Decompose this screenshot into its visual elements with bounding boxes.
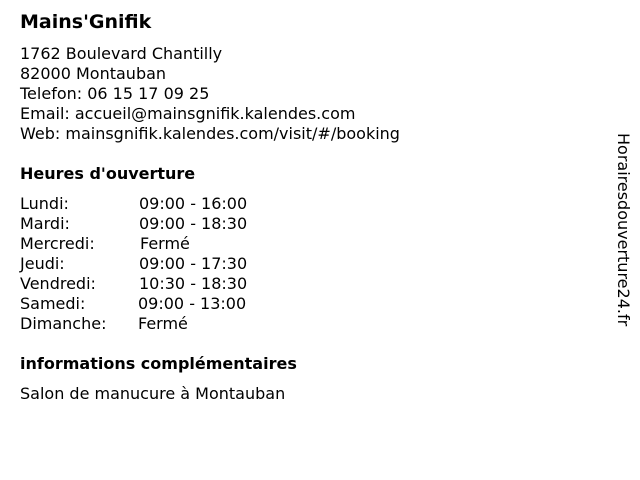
address-city: 82000 Montauban bbox=[20, 64, 167, 83]
additional-info-heading: informations complémentaires bbox=[20, 354, 297, 373]
phone-text: Telefon: 06 15 17 09 25 bbox=[20, 84, 210, 103]
day-label: Mercredi: bbox=[20, 234, 95, 253]
day-label: Lundi: bbox=[20, 194, 69, 213]
email-text: Email: accueil@mainsgnifik.kalendes.com bbox=[20, 104, 356, 123]
opening-hours-heading: Heures d'ouverture bbox=[20, 164, 196, 183]
day-hours: Fermé bbox=[138, 314, 188, 333]
day-label: Dimanche: bbox=[20, 314, 107, 333]
day-label: Jeudi: bbox=[20, 254, 65, 273]
day-hours: 09:00 - 16:00 bbox=[139, 194, 248, 213]
additional-info-text: Salon de manucure à Montauban bbox=[20, 384, 286, 403]
day-label: Mardi: bbox=[20, 214, 70, 233]
day-hours: Fermé bbox=[140, 234, 190, 253]
day-hours: 09:00 - 13:00 bbox=[138, 294, 247, 313]
day-hours: 09:00 - 18:30 bbox=[139, 214, 248, 233]
site-watermark: Horairesdouverture24.fr bbox=[614, 133, 633, 327]
contact-block bbox=[20, 44, 400, 144]
address-street: 1762 Boulevard Chantilly bbox=[20, 44, 223, 63]
day-hours: 10:30 - 18:30 bbox=[139, 274, 248, 293]
web-text: Web: mainsgnifik.kalendes.com/visit/#/booking bbox=[20, 124, 400, 143]
day-label: Samedi: bbox=[20, 294, 86, 313]
business-name: Mains'Gnifik bbox=[20, 11, 152, 33]
day-hours: 09:00 - 17:30 bbox=[139, 254, 248, 273]
day-label: Vendredi: bbox=[20, 274, 96, 293]
